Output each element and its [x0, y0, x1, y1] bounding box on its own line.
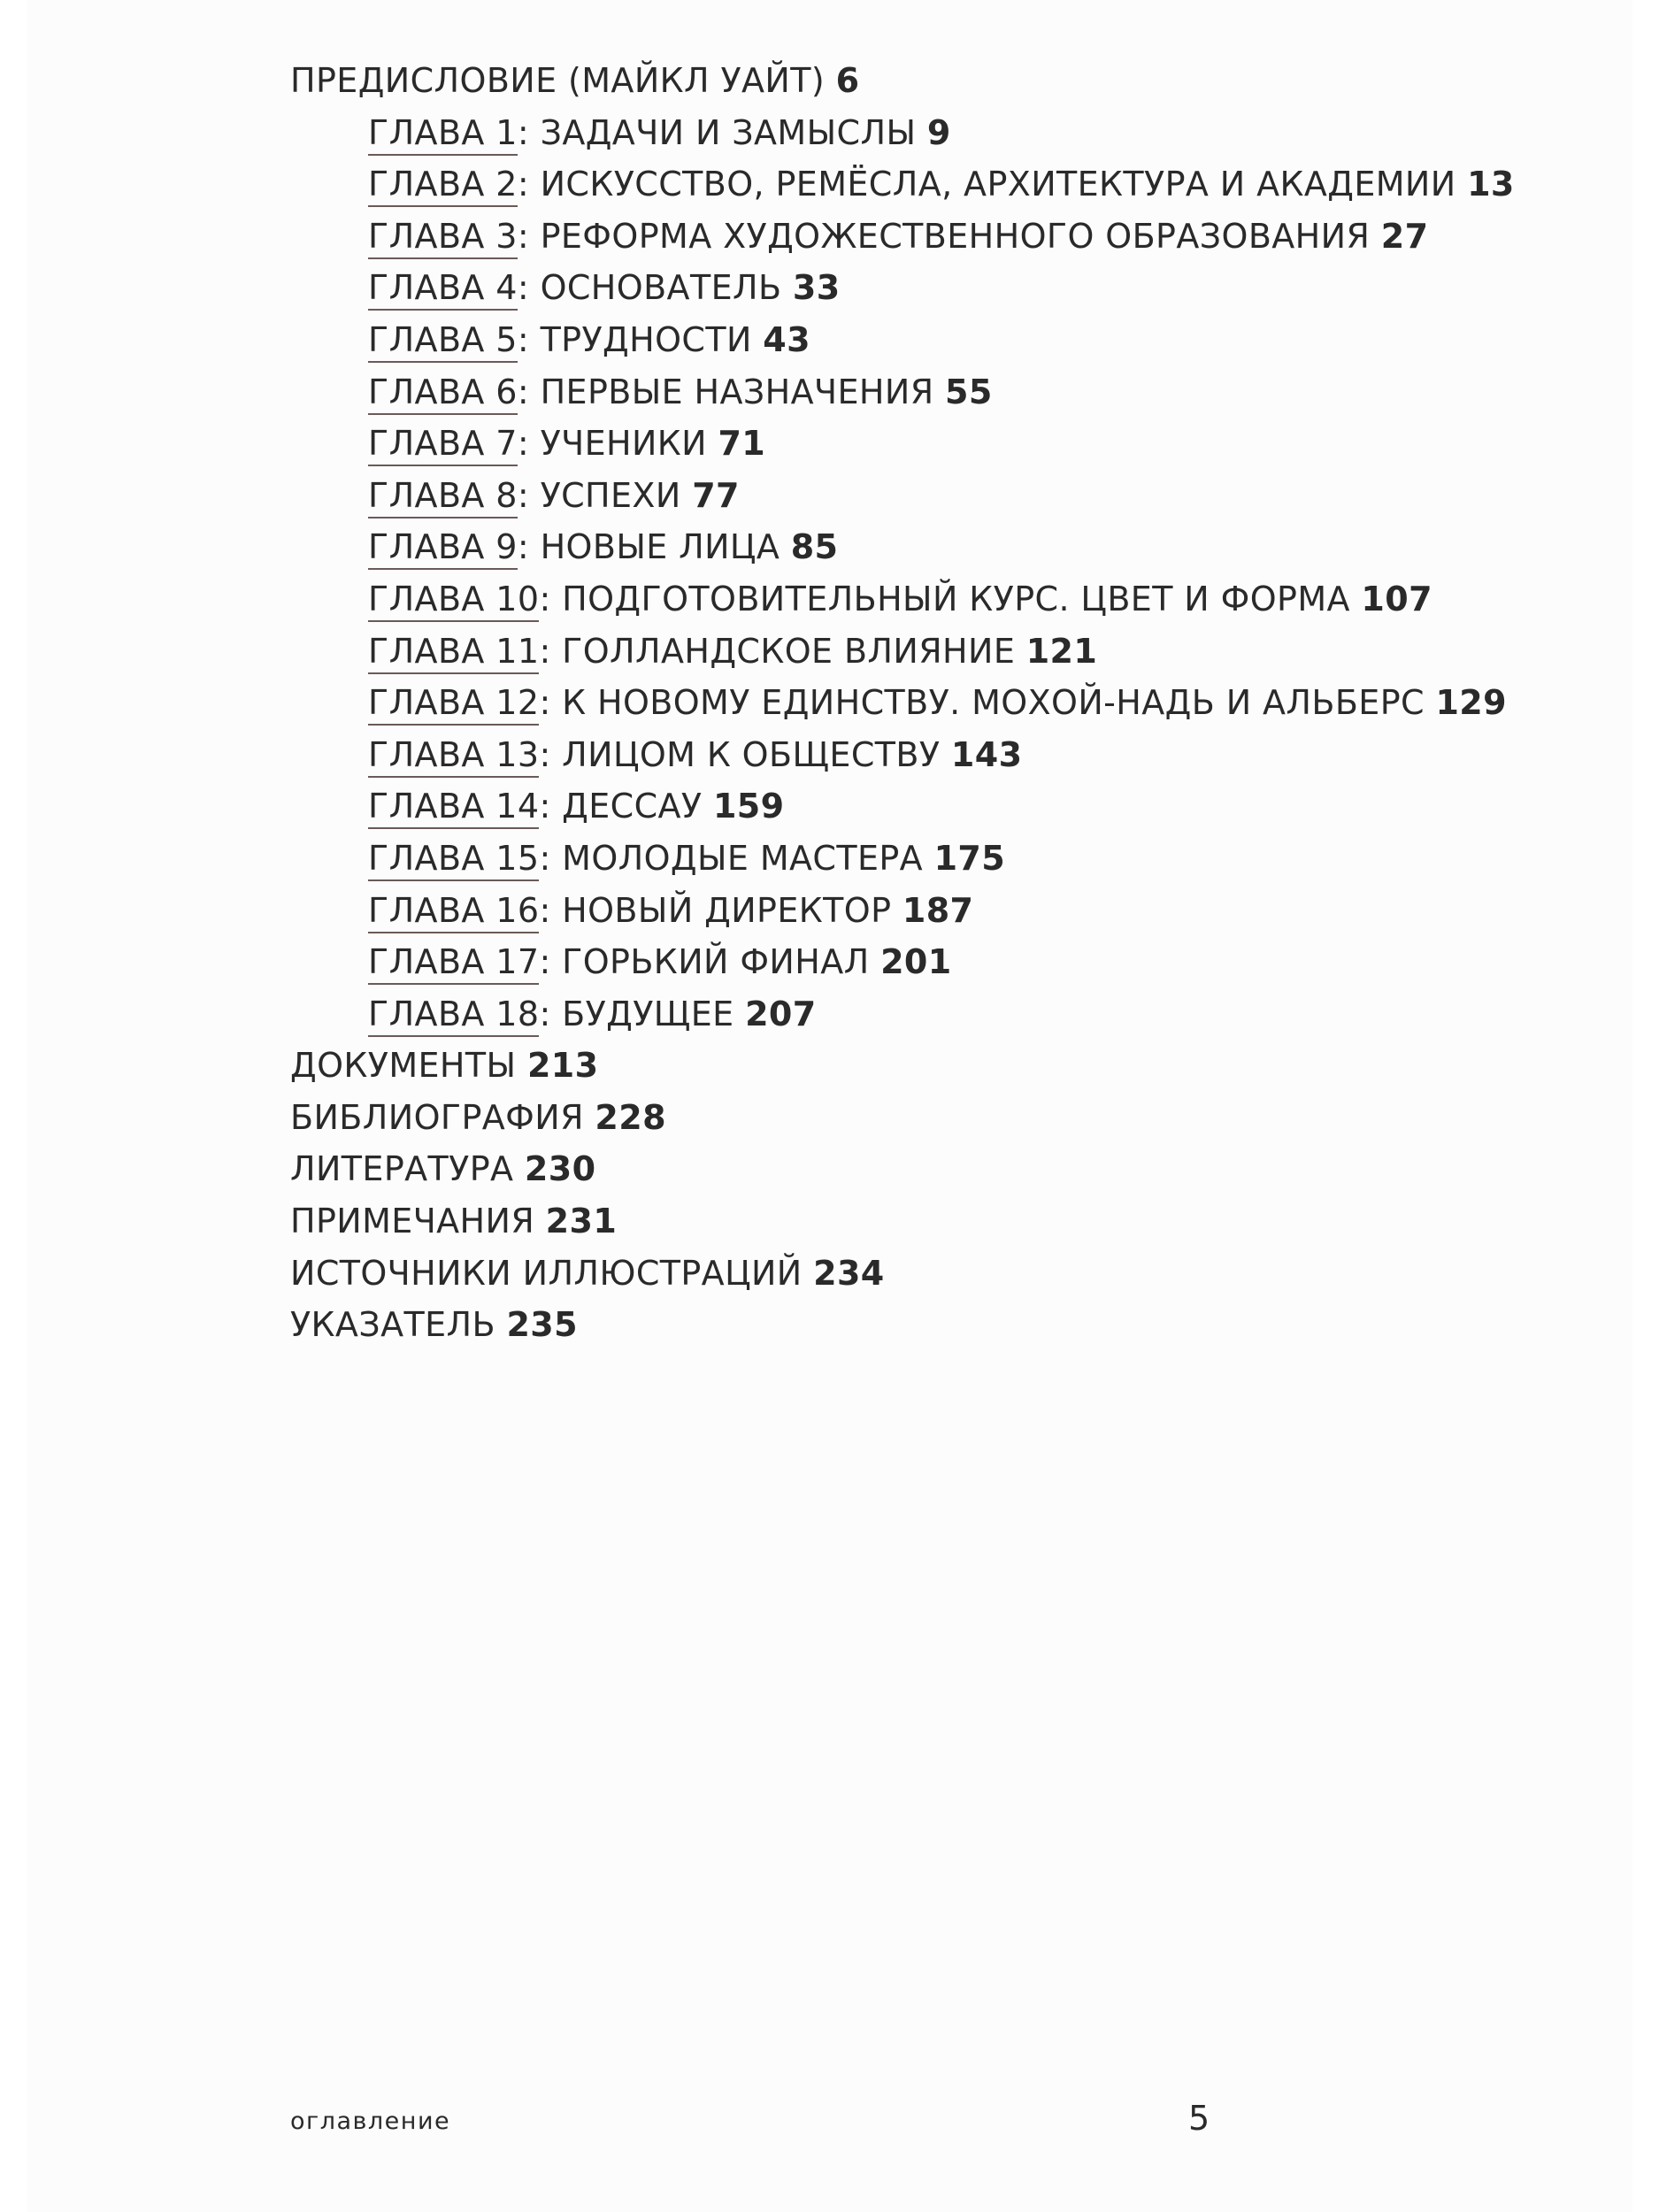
toc-chapter	[290, 211, 1515, 263]
toc-entry-bibliography[interactable]	[290, 1092, 1515, 1144]
page-number: 71	[718, 424, 766, 464]
chapter-link[interactable]: ГЛАВА 12	[368, 683, 539, 726]
page-number: 187	[902, 890, 974, 930]
page-number: 234	[813, 1253, 885, 1293]
chapter-link[interactable]: ГЛАВА 17	[368, 942, 539, 985]
chapter-link[interactable]: ГЛАВА 16	[368, 891, 539, 933]
chapter-link[interactable]: ГЛАВА 13	[368, 735, 539, 778]
page-number: 235	[506, 1305, 578, 1345]
chapter-title: БУДУЩЕЕ	[562, 994, 734, 1033]
chapter-link[interactable]: ГЛАВА 6	[368, 373, 518, 415]
toc-chapter	[290, 936, 1515, 988]
separator: :	[517, 527, 530, 567]
chapter-link[interactable]: ГЛАВА 11	[368, 632, 539, 674]
toc-entry-documents[interactable]	[290, 1040, 1515, 1092]
page-number: 228	[595, 1097, 666, 1137]
page-number: 33	[792, 268, 841, 308]
toc-entry-foreword[interactable]	[290, 55, 1515, 107]
page-number: 129	[1435, 683, 1507, 723]
chapter-title: НОВЫЙ ДИРЕКТОР	[562, 890, 892, 930]
separator: :	[539, 579, 551, 618]
chapter-title: ТРУДНОСТИ	[540, 319, 752, 359]
page-number: 207	[745, 994, 817, 1033]
page-number: 27	[1380, 216, 1429, 256]
page-number: 107	[1361, 579, 1432, 618]
page-folio: 5	[1188, 2099, 1210, 2138]
chapter-link[interactable]: ГЛАВА 5	[368, 320, 518, 363]
chapter-title: УЧЕНИКИ	[540, 424, 707, 464]
toc-chapter	[290, 521, 1515, 573]
chapter-link[interactable]: ГЛАВА 4	[368, 268, 518, 311]
chapter-link[interactable]: ГЛАВА 1	[368, 113, 518, 156]
chapter-title: РЕФОРМА ХУДОЖЕСТВЕННОГО ОБРАЗОВАНИЯ	[540, 216, 1371, 256]
chapter-link[interactable]: ГЛАВА 14	[368, 787, 539, 829]
page-number: 121	[1025, 631, 1098, 671]
chapter-link[interactable]: ГЛАВА 18	[368, 995, 539, 1037]
separator: :	[517, 319, 530, 359]
toc-chapter	[290, 470, 1515, 522]
separator: :	[539, 683, 551, 723]
toc-chapter	[290, 833, 1515, 885]
page-number: 143	[950, 734, 1023, 774]
chapter-link[interactable]: ГЛАВА 9	[368, 527, 518, 570]
entry-title: ДОКУМЕНТЫ	[290, 1046, 517, 1086]
page-number: 159	[712, 787, 785, 826]
toc-chapter	[290, 988, 1515, 1041]
chapter-title: ИСКУССТВО, РЕМЁСЛА, АРХИТЕКТУРА И АКАДЕМИИ	[540, 165, 1456, 204]
toc-chapter	[290, 366, 1515, 419]
chapter-title: ГОЛЛАНДСКОЕ ВЛИЯНИЕ	[562, 631, 1016, 671]
page-number: 230	[524, 1149, 596, 1189]
toc-chapter	[290, 262, 1515, 314]
separator: :	[539, 787, 551, 826]
separator: :	[517, 475, 530, 515]
chapter-title: ПЕРВЫЕ НАЗНАЧЕНИЯ	[540, 372, 934, 411]
table-of-contents	[290, 55, 1515, 1351]
entry-title: ИСТОЧНИКИ ИЛЛЮСТРАЦИЙ	[290, 1253, 803, 1293]
chapter-link[interactable]: ГЛАВА 7	[368, 424, 518, 466]
page-number: 9	[926, 112, 951, 152]
separator: :	[517, 165, 530, 204]
separator: :	[517, 424, 530, 464]
chapter-title: УСПЕХИ	[540, 475, 681, 515]
entry-title: ЛИТЕРАТУРА	[290, 1149, 514, 1189]
page-sheet	[27, 0, 1632, 2212]
separator: :	[517, 268, 530, 308]
separator: :	[539, 838, 551, 878]
separator: :	[539, 994, 551, 1033]
toc-chapter	[290, 418, 1515, 470]
separator: :	[539, 734, 551, 774]
toc-chapter	[290, 626, 1515, 678]
running-footer-label: оглавление	[290, 2108, 451, 2135]
separator: :	[517, 216, 530, 256]
separator: :	[517, 112, 530, 152]
chapter-title: ЛИЦОМ К ОБЩЕСТВУ	[562, 734, 941, 774]
page-number: 43	[763, 319, 810, 359]
page-number: 231	[545, 1202, 618, 1241]
entry-title: ПРИМЕЧАНИЯ	[290, 1202, 535, 1241]
toc-chapter	[290, 107, 1515, 159]
chapter-title: МОЛОДЫЕ МАСТЕРА	[562, 838, 924, 878]
toc-chapter	[290, 885, 1515, 937]
toc-chapter	[290, 780, 1515, 833]
chapter-title: К НОВОМУ ЕДИНСТВУ. МОХОЙ-НАДЬ И АЛЬБЕРС	[562, 683, 1425, 723]
toc-entry-notes[interactable]	[290, 1195, 1515, 1248]
entry-title: ПРЕДИСЛОВИЕ (МАЙКЛ УАЙТ)	[290, 61, 826, 100]
chapter-link[interactable]: ГЛАВА 10	[368, 580, 539, 622]
toc-chapter	[290, 677, 1515, 729]
separator: :	[517, 372, 530, 411]
chapter-title: ЗАДАЧИ И ЗАМЫСЛЫ	[540, 112, 917, 152]
page-number: 6	[835, 61, 860, 100]
page-number: 213	[526, 1046, 599, 1086]
separator: :	[539, 942, 551, 982]
toc-chapter	[290, 573, 1515, 626]
chapter-title: ПОДГОТОВИТЕЛЬНЫЙ КУРС. ЦВЕТ И ФОРМА	[562, 579, 1350, 618]
chapter-title: ГОРЬКИЙ ФИНАЛ	[562, 942, 870, 982]
entry-title: БИБЛИОГРАФИЯ	[290, 1097, 584, 1137]
chapter-title: ДЕССАУ	[562, 787, 703, 826]
page-number: 77	[692, 475, 740, 515]
page-number: 13	[1467, 165, 1515, 204]
toc-chapter	[290, 729, 1515, 781]
chapter-title: ОСНОВАТЕЛЬ	[540, 268, 782, 308]
separator: :	[539, 631, 551, 671]
chapter-link[interactable]: ГЛАВА 8	[368, 476, 518, 518]
chapter-link[interactable]: ГЛАВА 2	[368, 165, 518, 207]
separator: :	[539, 890, 551, 930]
toc-chapter	[290, 314, 1515, 366]
entry-title: УКАЗАТЕЛЬ	[290, 1305, 495, 1345]
page-number: 201	[880, 942, 952, 982]
page-number: 175	[933, 838, 1006, 878]
chapter-link[interactable]: ГЛАВА 3	[368, 217, 518, 259]
chapter-title: НОВЫЕ ЛИЦА	[540, 527, 780, 567]
toc-entry-index[interactable]	[290, 1299, 1515, 1351]
toc-chapter	[290, 158, 1515, 211]
toc-entry-illustration-sources[interactable]	[290, 1248, 1515, 1300]
page-number: 85	[790, 527, 839, 567]
toc-entry-literature[interactable]	[290, 1143, 1515, 1195]
chapter-link[interactable]: ГЛАВА 15	[368, 839, 539, 881]
page-number: 55	[945, 372, 993, 411]
